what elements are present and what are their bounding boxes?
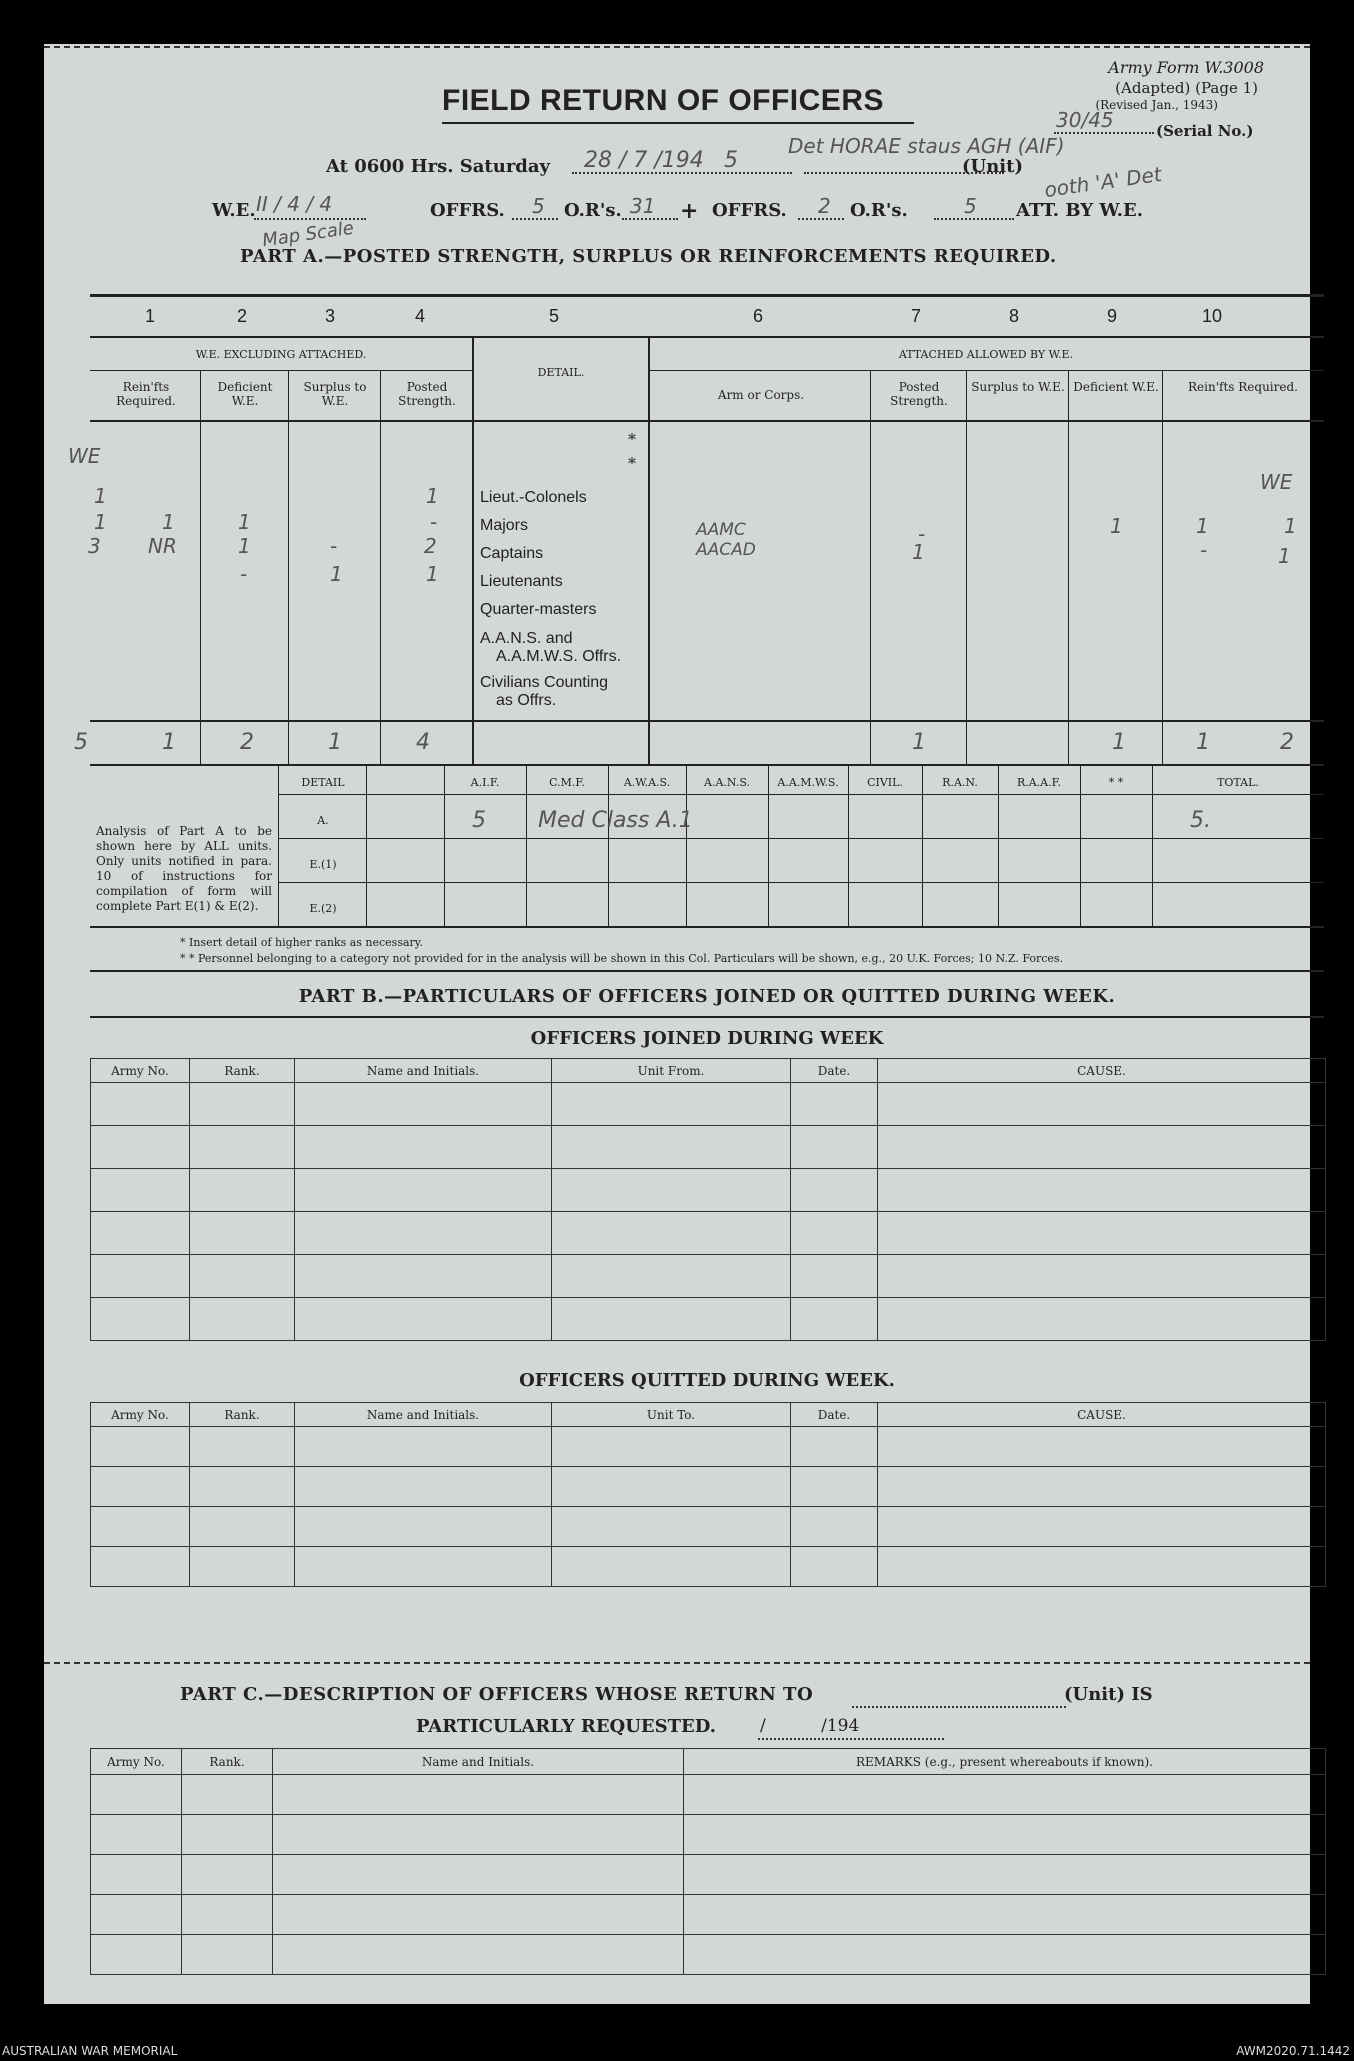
joined-head-name: Name and Initials. bbox=[295, 1059, 552, 1083]
hw-c9-r1: 1 bbox=[1110, 514, 1123, 538]
an-head-ran: R.A.N. bbox=[942, 776, 978, 789]
ors2-value: 5 bbox=[964, 194, 977, 218]
head-arm-corps: Arm or Corps. bbox=[717, 388, 805, 402]
cell bbox=[91, 1427, 190, 1467]
cell bbox=[552, 1427, 791, 1467]
an-h2 bbox=[278, 838, 1324, 839]
an-hw-class: Med Class A.1 bbox=[538, 808, 693, 833]
cell bbox=[91, 1083, 190, 1126]
hw-c3b-r2: 1 bbox=[330, 562, 343, 586]
pa-v2 bbox=[288, 370, 289, 764]
footer bbox=[0, 2039, 1354, 2061]
table-row bbox=[91, 1895, 1326, 1935]
cell bbox=[91, 1935, 182, 1975]
head-reinfts-required-att: Rein'fts Required. bbox=[1188, 380, 1298, 394]
pc-head-army: Army No. bbox=[91, 1749, 182, 1775]
an-h1 bbox=[278, 794, 1324, 795]
cell bbox=[552, 1126, 791, 1169]
cell bbox=[791, 1467, 878, 1507]
col-num-7: 7 bbox=[910, 306, 921, 326]
cell bbox=[91, 1298, 190, 1341]
form-adapted: (Adapted) (Page 1) bbox=[1115, 79, 1258, 97]
quitted-table bbox=[90, 1402, 1326, 1587]
cell bbox=[878, 1126, 1326, 1169]
quitted-head-army: Army No. bbox=[91, 1403, 190, 1427]
serial-label: (Serial No.) bbox=[1156, 122, 1254, 140]
ors2-dotted bbox=[934, 218, 1014, 220]
hw-c7-r1: - bbox=[918, 522, 926, 546]
an-v1 bbox=[366, 766, 367, 926]
att-label: ATT. BY W.E. bbox=[1016, 200, 1144, 221]
cell bbox=[190, 1547, 295, 1587]
hw-we-left: WE bbox=[68, 444, 101, 468]
quitted-head-cause: CAUSE. bbox=[878, 1403, 1326, 1427]
cell bbox=[91, 1507, 190, 1547]
hw-c4-r4: 1 bbox=[426, 562, 439, 586]
hw-c4-r2: - bbox=[430, 510, 438, 534]
an-v2 bbox=[444, 766, 445, 926]
part-c-date: / /194 bbox=[760, 1716, 860, 1736]
pa-head-rule bbox=[90, 420, 1324, 422]
an-v10 bbox=[1080, 766, 1081, 926]
cell bbox=[791, 1507, 878, 1547]
cell bbox=[190, 1169, 295, 1212]
cell bbox=[190, 1083, 295, 1126]
cell bbox=[190, 1126, 295, 1169]
cell bbox=[791, 1169, 878, 1212]
offrs2-label: OFFRS. bbox=[712, 200, 787, 221]
cell bbox=[91, 1212, 190, 1255]
cell bbox=[791, 1126, 878, 1169]
form-paper bbox=[44, 44, 1310, 2004]
star-1: * bbox=[628, 430, 636, 449]
quitted-head-rank: Rank. bbox=[190, 1403, 295, 1427]
cell bbox=[91, 1126, 190, 1169]
total-c4: 4 bbox=[416, 730, 430, 755]
cell bbox=[878, 1083, 1326, 1126]
unit-hw: Det HORAE staus AGH (AIF) bbox=[788, 134, 1065, 158]
quitted-title: OFFICERS QUITTED DURING WEEK. bbox=[519, 1370, 895, 1391]
cell bbox=[91, 1547, 190, 1587]
rank-list bbox=[480, 484, 621, 710]
hw-c4-r3: 2 bbox=[424, 534, 437, 558]
cell bbox=[273, 1815, 684, 1855]
head-posted-strength: Posted Strength. bbox=[398, 380, 456, 408]
table-row bbox=[91, 1775, 1326, 1815]
an-v6 bbox=[768, 766, 769, 926]
hw-c10-r1: 1 bbox=[1196, 514, 1209, 538]
cell bbox=[273, 1775, 684, 1815]
an-hw-total: 5. bbox=[1190, 808, 1211, 833]
total-c10: 1 bbox=[1196, 730, 1210, 755]
table-row bbox=[91, 1126, 1326, 1169]
rank-as-offrs: as Offrs. bbox=[496, 692, 557, 709]
total-c2: 2 bbox=[240, 730, 254, 755]
cell bbox=[182, 1855, 273, 1895]
cell bbox=[295, 1255, 552, 1298]
pa-v3 bbox=[380, 370, 381, 764]
head-surplus-we: Surplus to W.E. bbox=[303, 380, 367, 408]
joined-table bbox=[90, 1058, 1326, 1341]
we-value: II / 4 / 4 bbox=[256, 192, 333, 216]
cell bbox=[295, 1507, 552, 1547]
joined-head-cause: CAUSE. bbox=[878, 1059, 1326, 1083]
rank-lieutenants: Lieutenants bbox=[480, 573, 563, 590]
serial-dotted bbox=[1054, 132, 1154, 134]
pa-v8 bbox=[1068, 370, 1069, 764]
joined-head-date: Date. bbox=[791, 1059, 878, 1083]
cell bbox=[684, 1775, 1326, 1815]
an-row-e1: E.(1) bbox=[309, 858, 337, 871]
an-v3 bbox=[526, 766, 527, 926]
an-v8 bbox=[922, 766, 923, 926]
star-2: * bbox=[628, 454, 636, 473]
an-v11 bbox=[1152, 766, 1153, 926]
hw-c1-r1: 1 bbox=[94, 484, 107, 508]
date-dotted bbox=[572, 172, 792, 174]
an-head-cmf: C.M.F. bbox=[549, 776, 585, 789]
hw-c1-r2: 1 bbox=[94, 510, 107, 534]
pa-v4 bbox=[472, 336, 474, 764]
serial-value: 30/45 bbox=[1056, 108, 1114, 132]
cell bbox=[91, 1895, 182, 1935]
an-v9 bbox=[998, 766, 999, 926]
cell bbox=[684, 1935, 1326, 1975]
cell bbox=[295, 1083, 552, 1126]
form-number: Army Form W.3008 bbox=[1108, 58, 1264, 77]
quitted-head-name: Name and Initials. bbox=[295, 1403, 552, 1427]
cell bbox=[91, 1467, 190, 1507]
cell bbox=[182, 1815, 273, 1855]
pc-head-name: Name and Initials. bbox=[273, 1749, 684, 1775]
pa-v1 bbox=[200, 370, 201, 764]
joined-head-army: Army No. bbox=[91, 1059, 190, 1083]
cell bbox=[91, 1255, 190, 1298]
footnote-rule bbox=[90, 970, 1324, 972]
hw-c2-r2: NR bbox=[148, 534, 177, 558]
detail-head: DETAIL. bbox=[537, 366, 585, 379]
offrs-label: OFFRS. bbox=[430, 200, 505, 221]
col-num-6: 6 bbox=[752, 306, 763, 326]
hw-c10-r2: - bbox=[1200, 538, 1208, 562]
hw-arm-2: AACAD bbox=[696, 540, 756, 560]
table-row bbox=[91, 1547, 1326, 1587]
cell bbox=[552, 1212, 791, 1255]
pa-v9 bbox=[1162, 370, 1163, 764]
offrs-value: 5 bbox=[532, 194, 545, 218]
cell bbox=[552, 1169, 791, 1212]
rank-aans: A.A.N.S. and bbox=[480, 630, 573, 647]
cell bbox=[182, 1775, 273, 1815]
cell bbox=[91, 1169, 190, 1212]
col-num-10: 10 bbox=[1201, 306, 1223, 326]
table-row bbox=[91, 1855, 1326, 1895]
pc-head-rank: Rank. bbox=[182, 1749, 273, 1775]
total-right: 2 bbox=[1280, 730, 1294, 755]
rank-qm: Quarter-masters bbox=[480, 601, 597, 618]
total-c9: 1 bbox=[1112, 730, 1126, 755]
cell bbox=[295, 1467, 552, 1507]
cell bbox=[273, 1935, 684, 1975]
an-head-aif: A.I.F. bbox=[470, 776, 500, 789]
pa-top-rule bbox=[90, 294, 1324, 297]
hw-c3-r2: 1 bbox=[238, 534, 251, 558]
cell bbox=[684, 1895, 1326, 1935]
table-row bbox=[91, 1255, 1326, 1298]
ors-dotted bbox=[622, 218, 678, 220]
hw-c4-r1: 1 bbox=[426, 484, 439, 508]
quitted-head-date: Date. bbox=[791, 1403, 878, 1427]
an-bottom bbox=[90, 926, 1324, 928]
part-c-unit-dotted bbox=[852, 1706, 1066, 1708]
total-c7: 1 bbox=[912, 730, 926, 755]
cell bbox=[190, 1427, 295, 1467]
cell bbox=[190, 1298, 295, 1341]
cell bbox=[878, 1467, 1326, 1507]
date-value: 28 / 7 /194 bbox=[584, 148, 704, 173]
head-deficient-we-att: Deficient W.E. bbox=[1073, 380, 1159, 394]
cell bbox=[91, 1775, 182, 1815]
cell bbox=[552, 1547, 791, 1587]
cell bbox=[295, 1427, 552, 1467]
an-v4 bbox=[608, 766, 609, 926]
date-hw: 5 bbox=[724, 148, 738, 173]
cell bbox=[878, 1547, 1326, 1587]
an-head-aamws: A.A.M.W.S. bbox=[777, 776, 839, 789]
an-v0 bbox=[278, 766, 279, 926]
offrs-dotted bbox=[512, 218, 558, 220]
footnote-2: * * Personnel belonging to a category not provided for in the analysis will be shown in this Col. Particulars will be shown, e.g., 20 U.K. Forces; 10 N.Z. Forces. bbox=[180, 952, 1064, 965]
table-row bbox=[91, 1935, 1326, 1975]
part-b-title: PART B.—PARTICULARS OF OFFICERS JOINED OR QUITTED DURING WEEK. bbox=[298, 986, 1116, 1007]
hw-right-r2: 1 bbox=[1278, 544, 1291, 568]
joined-head-unit: Unit From. bbox=[552, 1059, 791, 1083]
ors-label: O.R's. bbox=[564, 200, 622, 221]
part-c-title-a: PART C.—DESCRIPTION OF OFFICERS WHOSE RETURN TO bbox=[180, 1684, 814, 1705]
rank-majors: Majors bbox=[480, 517, 529, 534]
ors2-label: O.R's. bbox=[850, 200, 908, 221]
left-group-head: W.E. EXCLUDING ATTACHED. bbox=[195, 348, 367, 361]
part-c-date-dotted bbox=[758, 1738, 944, 1740]
cell bbox=[552, 1507, 791, 1547]
cell bbox=[273, 1855, 684, 1895]
joined-title: OFFICERS JOINED DURING WEEK bbox=[530, 1028, 884, 1049]
top-dashed-edge bbox=[44, 46, 1310, 48]
cell bbox=[791, 1212, 878, 1255]
part-c-title-c: PARTICULARLY REQUESTED. bbox=[416, 1716, 716, 1737]
cell bbox=[878, 1169, 1326, 1212]
pa-body-rule bbox=[90, 720, 1324, 722]
an-head-awas: A.W.A.S. bbox=[623, 776, 671, 789]
hw-we-right: WE bbox=[1260, 470, 1293, 494]
an-row-e2: E.(2) bbox=[309, 902, 337, 915]
part-c-title-b: (Unit) IS bbox=[1064, 1684, 1153, 1705]
hw-c7-r2: 1 bbox=[912, 540, 925, 564]
cell bbox=[91, 1855, 182, 1895]
cell bbox=[295, 1547, 552, 1587]
cell bbox=[91, 1815, 182, 1855]
an-v5 bbox=[686, 766, 687, 926]
hw-c1-r3: 3 bbox=[88, 534, 101, 558]
unit-label: (Unit) bbox=[962, 156, 1023, 177]
plus-sign: + bbox=[680, 198, 699, 224]
quitted-head-unit: Unit To. bbox=[552, 1403, 791, 1427]
rank-civilians: Civilians Counting bbox=[480, 674, 609, 691]
cell bbox=[791, 1427, 878, 1467]
cell bbox=[552, 1298, 791, 1341]
form-revised: (Revised Jan., 1943) bbox=[1095, 98, 1218, 112]
cell bbox=[791, 1255, 878, 1298]
table-row bbox=[91, 1298, 1326, 1341]
table-row bbox=[91, 1507, 1326, 1547]
an-head-detail: DETAIL bbox=[301, 776, 345, 789]
cell bbox=[878, 1298, 1326, 1341]
cell bbox=[552, 1255, 791, 1298]
head-posted-strength-att: Posted Strength. bbox=[890, 380, 948, 408]
offrs2-value: 2 bbox=[818, 194, 831, 218]
an-h3 bbox=[278, 882, 1324, 883]
cell bbox=[190, 1507, 295, 1547]
cell bbox=[295, 1169, 552, 1212]
hw-c3b-r1: - bbox=[330, 534, 338, 558]
cell bbox=[190, 1255, 295, 1298]
an-head-total: TOTAL. bbox=[1217, 776, 1259, 789]
cell bbox=[878, 1255, 1326, 1298]
pa-right-group-rule bbox=[648, 370, 1324, 371]
part-c-table bbox=[90, 1748, 1326, 1975]
total-c3: 1 bbox=[328, 730, 342, 755]
an-head-other: * * bbox=[1108, 776, 1124, 789]
pc-head-remarks: REMARKS (e.g., present whereabouts if known). bbox=[684, 1749, 1326, 1775]
table-row bbox=[91, 1169, 1326, 1212]
hw-c3-r3: - bbox=[240, 562, 248, 586]
head-surplus-we-att: Surplus to W.E. bbox=[971, 380, 1065, 394]
table-row bbox=[91, 1815, 1326, 1855]
cell bbox=[295, 1298, 552, 1341]
cell bbox=[878, 1212, 1326, 1255]
table-row bbox=[91, 1467, 1326, 1507]
right-group-head: ATTACHED ALLOWED BY W.E. bbox=[898, 348, 1074, 361]
hw-arm-1: AAMC bbox=[696, 520, 746, 540]
cell bbox=[684, 1855, 1326, 1895]
page-title: FIELD RETURN OF OFFICERS bbox=[442, 84, 884, 117]
footnote-1: * Insert detail of higher ranks as necessary. bbox=[180, 936, 424, 949]
map-scale-hw: Map Scale bbox=[260, 217, 356, 252]
analysis-note: Analysis of Part A to be shown here by ALL units. Only units notified in para. 10 of instructions for compilation of form will complete Part E(1) & E(2). bbox=[96, 824, 272, 913]
col-num-2: 2 bbox=[236, 306, 247, 326]
an-row-a: A. bbox=[317, 814, 329, 827]
cell bbox=[552, 1083, 791, 1126]
col-num-9: 9 bbox=[1106, 306, 1117, 326]
pa-v5 bbox=[648, 336, 650, 764]
pa-v7 bbox=[966, 370, 967, 764]
cell bbox=[791, 1083, 878, 1126]
cell bbox=[190, 1212, 295, 1255]
an-v7 bbox=[848, 766, 849, 926]
pb-rule bbox=[90, 1016, 1324, 1018]
an-head-raaf: R.A.A.F. bbox=[1016, 776, 1062, 789]
col-num-8: 8 bbox=[1008, 306, 1019, 326]
total-c1: 1 bbox=[162, 730, 176, 755]
title-underline bbox=[442, 122, 914, 124]
offrs2-dotted bbox=[798, 218, 844, 220]
ors-value: 31 bbox=[630, 194, 656, 218]
hw-c3-r1: 1 bbox=[238, 510, 251, 534]
footer-left: AUSTRALIAN WAR MEMORIAL bbox=[2, 2044, 178, 2058]
table-row bbox=[91, 1083, 1326, 1126]
part-a-title: PART A.—POSTED STRENGTH, SURPLUS OR REINFORCEMENTS REQUIRED. bbox=[240, 246, 1057, 267]
col-num-5: 5 bbox=[548, 306, 559, 326]
we-label: W.E. bbox=[212, 200, 256, 221]
cell bbox=[878, 1507, 1326, 1547]
pa-v6 bbox=[870, 370, 871, 764]
col-num-4: 4 bbox=[414, 306, 425, 326]
cell bbox=[684, 1815, 1326, 1855]
head-deficient-we: Deficient W.E. bbox=[217, 380, 273, 408]
pa-num-rule bbox=[90, 336, 1324, 338]
table-row bbox=[91, 1212, 1326, 1255]
footer-right: AWM2020.71.1442 bbox=[1236, 2044, 1350, 2058]
cell bbox=[791, 1298, 878, 1341]
cell bbox=[295, 1126, 552, 1169]
rank-lt-col: Lieut.-Colonels bbox=[480, 489, 587, 506]
head-reinfts-required: Rein'fts Required. bbox=[116, 380, 176, 408]
cell bbox=[182, 1935, 273, 1975]
an-hw-aif: 5 bbox=[472, 808, 486, 833]
cell bbox=[273, 1895, 684, 1935]
cell bbox=[878, 1427, 1326, 1467]
at-text: At 0600 Hrs. Saturday bbox=[326, 156, 551, 177]
cell bbox=[791, 1547, 878, 1587]
part-c-dashed-separator bbox=[44, 1662, 1310, 1664]
joined-head-rank: Rank. bbox=[190, 1059, 295, 1083]
col-num-3: 3 bbox=[324, 306, 335, 326]
pa-total-rule bbox=[90, 764, 1324, 766]
pa-left-group-rule bbox=[90, 370, 472, 371]
rank-aamws: A.A.M.W.S. Offrs. bbox=[496, 648, 622, 665]
cell bbox=[295, 1212, 552, 1255]
total-left: 5 bbox=[74, 730, 88, 755]
col-num-1: 1 bbox=[144, 306, 155, 326]
an-head-aans: A.A.N.S. bbox=[704, 776, 750, 789]
cell bbox=[190, 1467, 295, 1507]
an-head-civil: CIVIL. bbox=[867, 776, 903, 789]
hw-c2-r1: 1 bbox=[162, 510, 175, 534]
hw-right-r1: 1 bbox=[1284, 514, 1297, 538]
cell bbox=[182, 1895, 273, 1935]
rank-captains: Captains bbox=[480, 545, 544, 562]
cell bbox=[552, 1467, 791, 1507]
det-hw: ooth 'A' Det bbox=[1042, 161, 1164, 203]
table-row bbox=[91, 1427, 1326, 1467]
